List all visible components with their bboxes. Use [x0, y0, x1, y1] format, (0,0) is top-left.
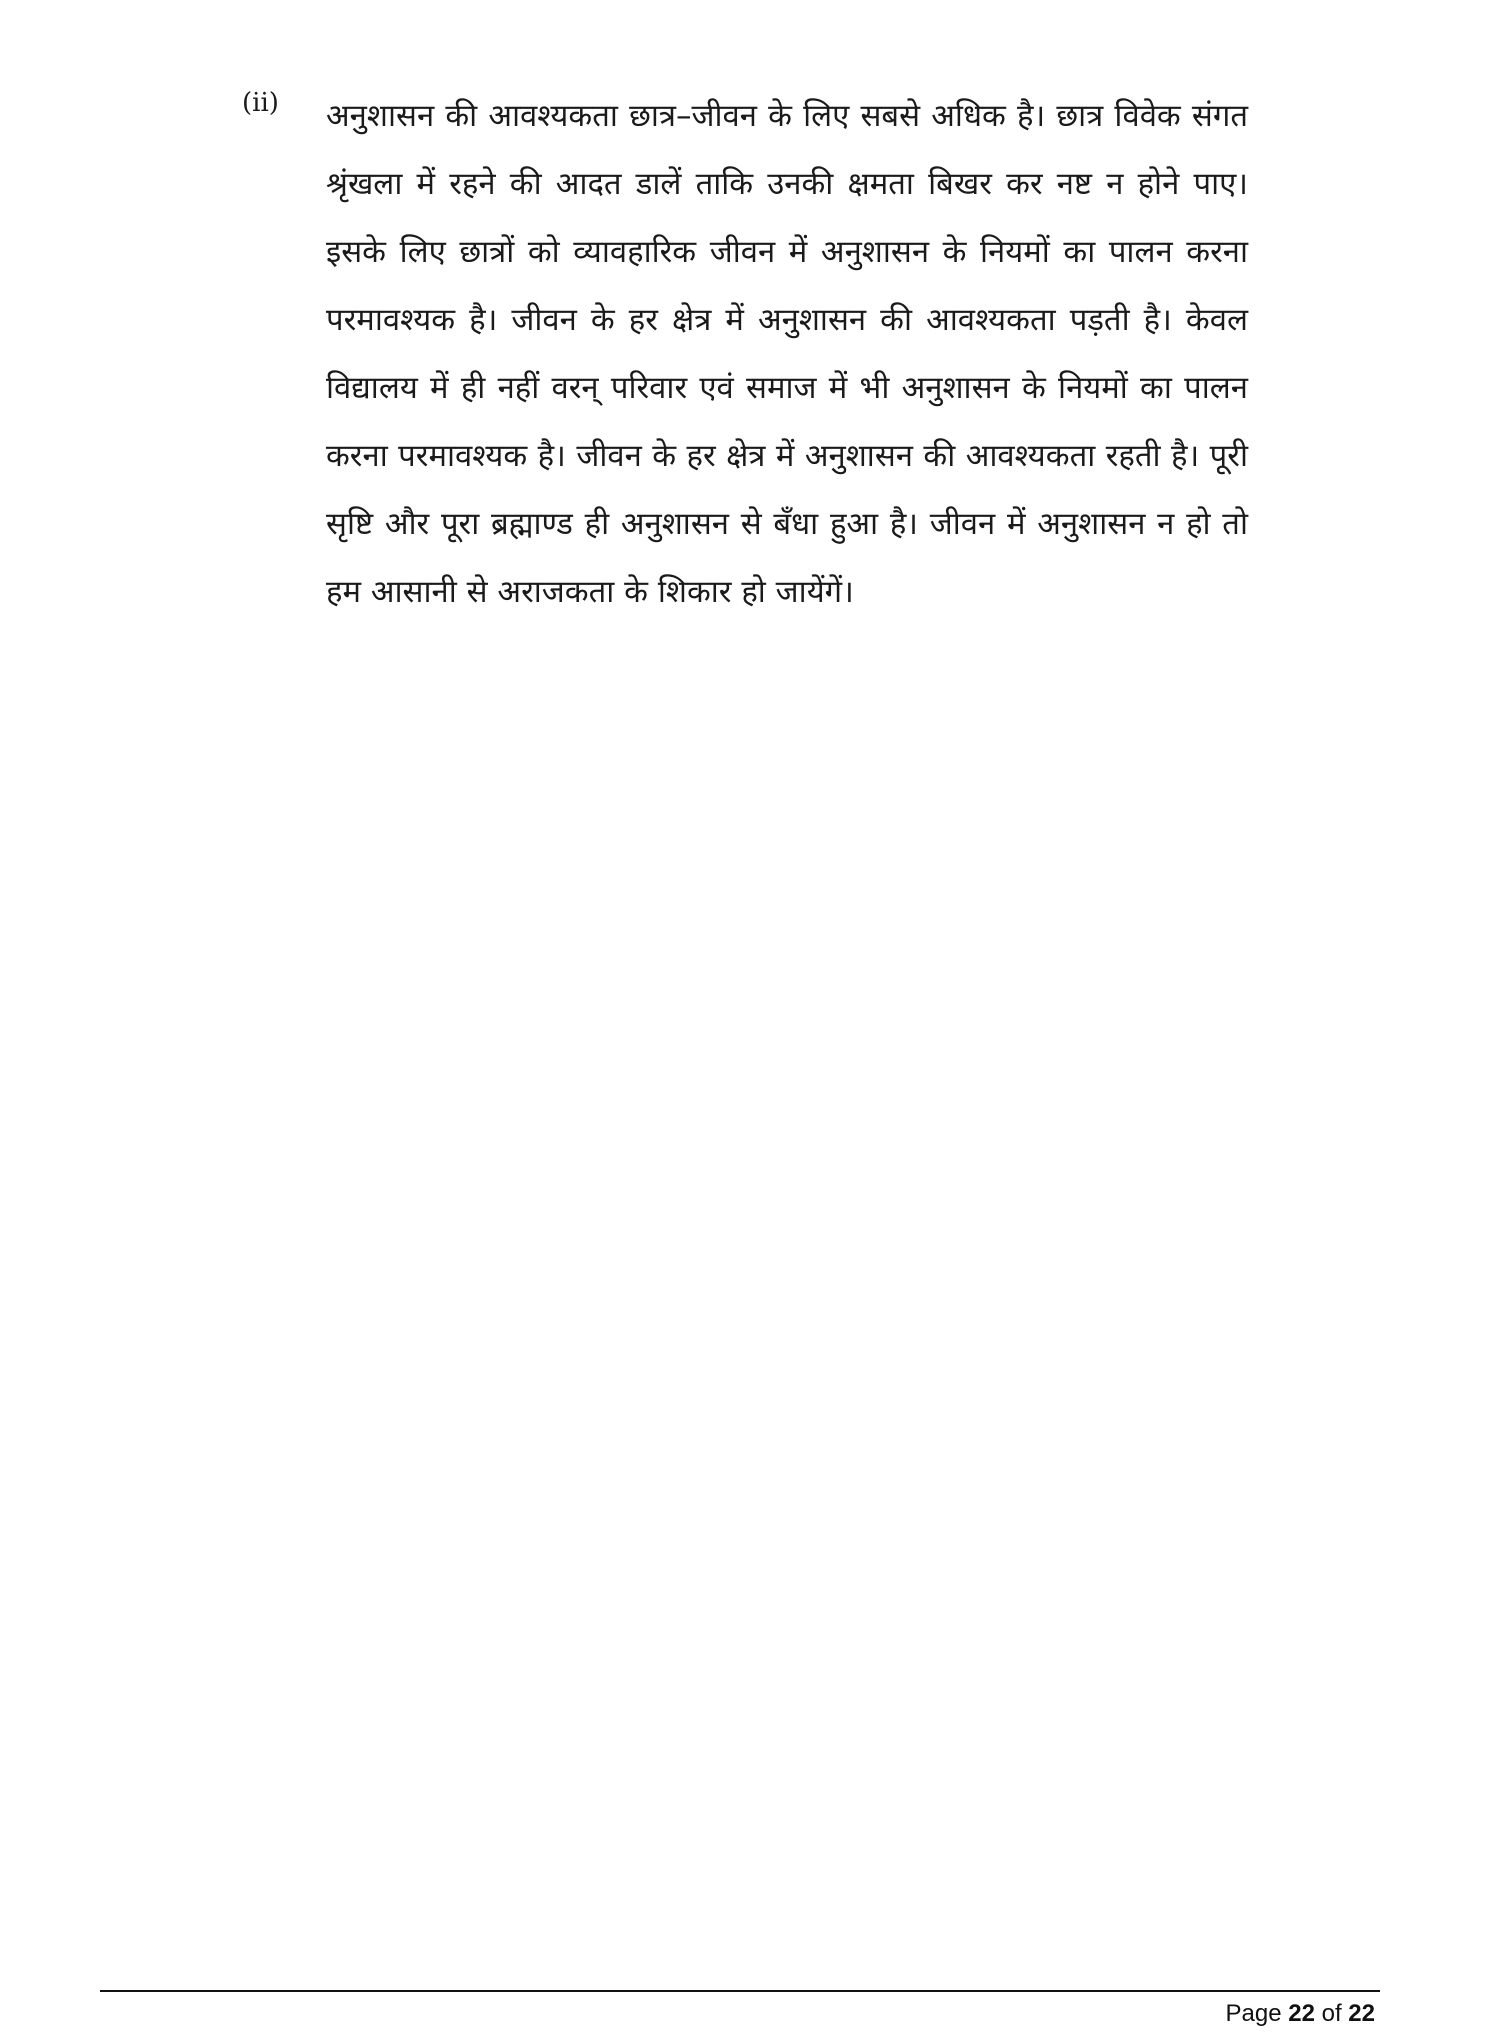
footer-total-pages: 22	[1348, 2000, 1375, 2027]
footer-of-word: of	[1321, 2000, 1342, 2027]
footer-page-word: Page	[1225, 2000, 1282, 2027]
footer-divider	[100, 1990, 1380, 1992]
item-paragraph: अनुशासन की आवश्यकता छात्र–जीवन के लिए सबसे अधिक है। छात्र विवेक संगत श्रृंखला में रहने की आदत डालें ताकि उनकी क्षमता बिखर कर नष्ट न होने पाए। इसके लिए छात्रों को व्यावहारिक जीवन में अनुशासन के नियमों का पालन करना परमावश्यक है। जीवन के हर क्षेत्र में अनुशासन की आवश्यकता पड़ती है। केवल विद्यालय में ही नहीं वरन् परिवार एवं समाज में भी अनुशासन के नियमों का पालन करना परमावश्यक है। जीवन के हर क्षेत्र में अनुशासन की आवश्यकता रहती है। पूरी सृष्टि और पूरा ब्रह्माण्ड ही अनुशासन से बँधा हुआ है। जीवन में अनुशासन न हो तो हम आसानी से अराजकता के शिकार हो जायेंगें।	[326, 98, 1248, 610]
page-footer	[1226, 2000, 1376, 2028]
footer-current-page: 22	[1288, 2000, 1315, 2027]
item-marker: (ii)	[242, 88, 279, 118]
